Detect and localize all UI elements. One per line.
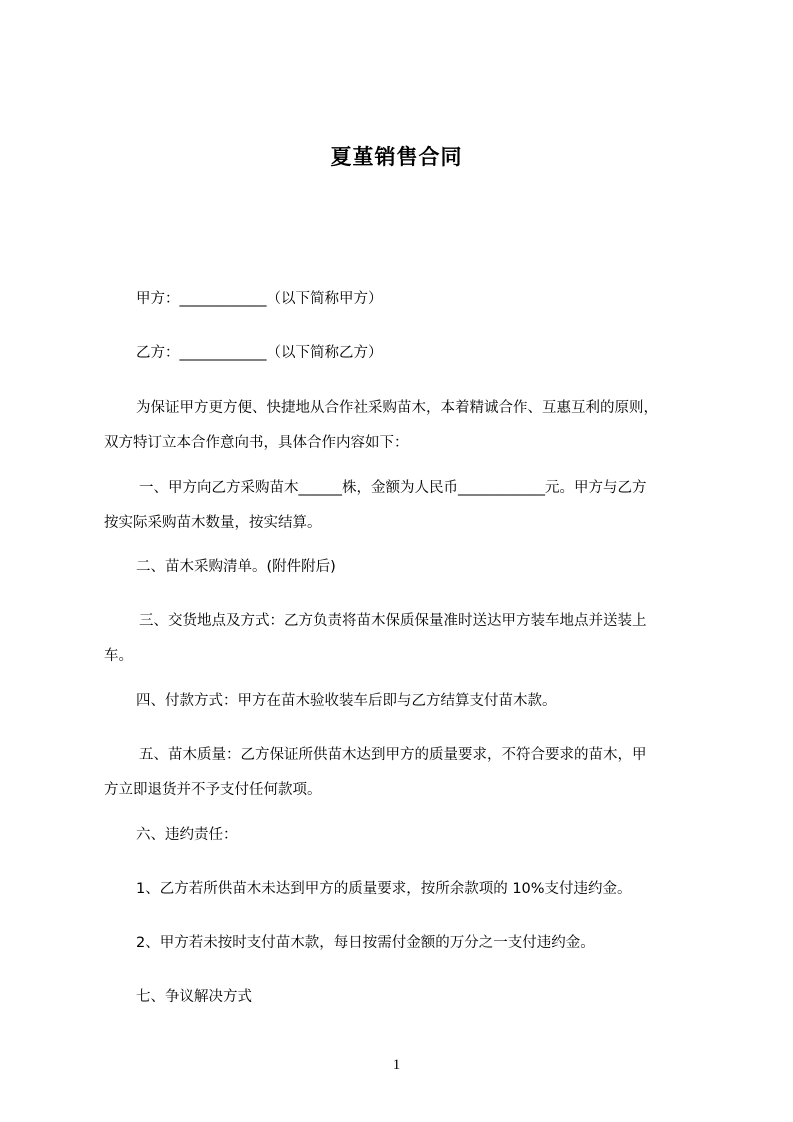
clause-6-item-1: 1、乙方若所供苗木未达到甲方的质量要求，按所余款项的 10%支付违约金。 xyxy=(136,881,632,897)
clause-5 xyxy=(104,738,700,808)
clause-5-line-1: 五、苗木质量：乙方保证所供苗木达到甲方的质量要求，不符合要求的苗木，甲 xyxy=(139,747,647,763)
intro-line-2: 双方特订立本合作意向书，具体合作内容如下： xyxy=(104,435,409,451)
clause-3-line-2: 车。 xyxy=(104,648,133,664)
clause-6: 六、违约责任： xyxy=(136,827,238,843)
clause-7: 七、争议解决方式 xyxy=(136,989,252,1005)
intro-paragraph xyxy=(104,391,700,461)
clause-5-line-2: 方立即退货并不予支付任何款项。 xyxy=(104,782,322,798)
clause-3 xyxy=(104,604,700,674)
clause-1-line-1: 一、甲方向乙方采购苗木______株，金额为人民币____________元。甲方与乙方 xyxy=(139,480,647,496)
intro-line-1: 为保证甲方更方便、快捷地从合作社采购苗木，本着精诚合作、互惠互利的原则， xyxy=(136,400,658,416)
party-b-line: 乙方：____________（以下简称乙方） xyxy=(136,345,383,361)
clause-6-item-2: 2、甲方若未按时支付苗木款，每日按需付金额的万分之一支付违约金。 xyxy=(136,935,595,951)
page-number: 1 xyxy=(392,1057,401,1073)
party-a-line: 甲方：____________（以下简称甲方） xyxy=(136,291,383,307)
clause-1 xyxy=(104,471,700,541)
clause-4: 四、付款方式：甲方在苗木验收装车后即与乙方结算支付苗木款。 xyxy=(136,693,557,709)
document-title: 夏堇销售合同 xyxy=(330,145,463,169)
clause-1-line-2: 按实际采购苗木数量，按实结算。 xyxy=(104,515,322,531)
clause-3-line-1: 三、交货地点及方式：乙方负责将苗木保质保量准时送达甲方装车地点并送装上 xyxy=(139,613,647,629)
clause-2: 二、苗木采购清单。(附件附后) xyxy=(136,559,336,575)
